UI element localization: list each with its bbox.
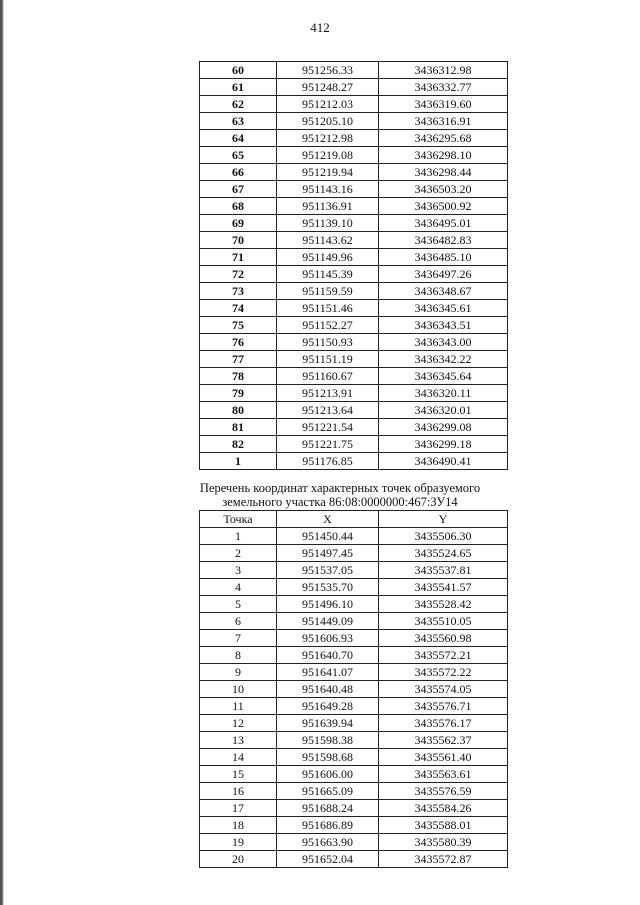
x-cell: 951139.10 (277, 215, 379, 232)
point-cell: 70 (200, 232, 277, 249)
y-cell: 3435572.87 (379, 851, 508, 868)
x-cell: 951213.91 (277, 385, 379, 402)
table-header-row (200, 511, 508, 528)
y-cell: 3436332.77 (379, 79, 508, 96)
y-cell: 3435560.98 (379, 630, 508, 647)
x-cell: 951449.09 (277, 613, 379, 630)
table-row (200, 630, 508, 647)
point-cell: 66 (200, 164, 277, 181)
x-cell: 951143.62 (277, 232, 379, 249)
y-cell: 3436345.64 (379, 368, 508, 385)
x-cell: 951219.94 (277, 164, 379, 181)
table-row (200, 453, 508, 470)
caption-line-2: земельного участка 86:08:0000000:467:ЗУ14 (222, 495, 458, 509)
table-row (200, 300, 508, 317)
point-cell: 67 (200, 181, 277, 198)
point-cell: 18 (200, 817, 277, 834)
x-cell: 951221.75 (277, 436, 379, 453)
y-cell: 3435576.71 (379, 698, 508, 715)
table-row (200, 283, 508, 300)
point-cell: 2 (200, 545, 277, 562)
point-cell: 64 (200, 130, 277, 147)
x-cell: 951649.28 (277, 698, 379, 715)
x-cell: 951688.24 (277, 800, 379, 817)
table-row (200, 715, 508, 732)
y-cell: 3436503.20 (379, 181, 508, 198)
point-cell: 68 (200, 198, 277, 215)
table-row (200, 436, 508, 453)
table-row (200, 181, 508, 198)
table-row (200, 130, 508, 147)
coordinates-table-zu14 (199, 510, 508, 868)
point-cell: 73 (200, 283, 277, 300)
table-row (200, 79, 508, 96)
point-cell: 60 (200, 62, 277, 79)
y-cell: 3435572.22 (379, 664, 508, 681)
x-cell: 951151.46 (277, 300, 379, 317)
point-cell: 65 (200, 147, 277, 164)
scan-edge-line (0, 0, 4, 905)
point-cell: 5 (200, 596, 277, 613)
x-cell: 951256.33 (277, 62, 379, 79)
x-cell: 951145.39 (277, 266, 379, 283)
x-cell: 951639.94 (277, 715, 379, 732)
x-cell: 951221.54 (277, 419, 379, 436)
point-cell: 74 (200, 300, 277, 317)
y-cell: 3435580.39 (379, 834, 508, 851)
page-number: 412 (310, 20, 330, 35)
point-cell: 20 (200, 851, 277, 868)
x-cell: 951450.44 (277, 528, 379, 545)
y-cell: 3436298.10 (379, 147, 508, 164)
point-cell: 81 (200, 419, 277, 436)
x-cell: 951496.10 (277, 596, 379, 613)
x-cell: 951652.04 (277, 851, 379, 868)
table-row (200, 613, 508, 630)
point-cell: 69 (200, 215, 277, 232)
x-cell: 951248.27 (277, 79, 379, 96)
y-cell: 3436500.92 (379, 198, 508, 215)
y-cell: 3436320.11 (379, 385, 508, 402)
point-cell: 76 (200, 334, 277, 351)
x-cell: 951537.05 (277, 562, 379, 579)
point-cell: 80 (200, 402, 277, 419)
y-cell: 3436299.18 (379, 436, 508, 453)
table-row (200, 834, 508, 851)
x-cell: 951151.19 (277, 351, 379, 368)
table-row (200, 266, 508, 283)
table-row (200, 317, 508, 334)
point-cell: 61 (200, 79, 277, 96)
point-cell: 19 (200, 834, 277, 851)
table-row (200, 749, 508, 766)
x-cell: 951641.07 (277, 664, 379, 681)
x-cell: 951606.93 (277, 630, 379, 647)
x-cell: 951686.89 (277, 817, 379, 834)
x-cell: 951143.16 (277, 181, 379, 198)
y-cell: 3436343.00 (379, 334, 508, 351)
y-cell: 3436320.01 (379, 402, 508, 419)
point-cell: 8 (200, 647, 277, 664)
x-cell: 951176.85 (277, 453, 379, 470)
y-cell: 3436298.44 (379, 164, 508, 181)
point-cell: 12 (200, 715, 277, 732)
y-cell: 3436485.10 (379, 249, 508, 266)
header-x: X (277, 511, 379, 528)
y-cell: 3435537.81 (379, 562, 508, 579)
point-cell: 1 (200, 453, 277, 470)
point-cell: 10 (200, 681, 277, 698)
table-row (200, 215, 508, 232)
table-row (200, 800, 508, 817)
table-row (200, 113, 508, 130)
point-cell: 11 (200, 698, 277, 715)
caption-line-1: Перечень координат характерных точек образуемого (199, 481, 481, 495)
x-cell: 951598.38 (277, 732, 379, 749)
table-row (200, 334, 508, 351)
x-cell: 951212.03 (277, 96, 379, 113)
point-cell: 78 (200, 368, 277, 385)
point-cell: 7 (200, 630, 277, 647)
y-cell: 3435576.59 (379, 783, 508, 800)
y-cell: 3435541.57 (379, 579, 508, 596)
x-cell: 951665.09 (277, 783, 379, 800)
x-cell: 951663.90 (277, 834, 379, 851)
y-cell: 3435584.26 (379, 800, 508, 817)
table-row (200, 783, 508, 800)
table-row (200, 96, 508, 113)
y-cell: 3436312.98 (379, 62, 508, 79)
y-cell: 3435510.05 (379, 613, 508, 630)
x-cell: 951606.00 (277, 766, 379, 783)
x-cell: 951212.98 (277, 130, 379, 147)
y-cell: 3436348.67 (379, 283, 508, 300)
x-cell: 951219.08 (277, 147, 379, 164)
x-cell: 951136.91 (277, 198, 379, 215)
table-row (200, 766, 508, 783)
x-cell: 951640.70 (277, 647, 379, 664)
table-row (200, 249, 508, 266)
x-cell: 951497.45 (277, 545, 379, 562)
y-cell: 3435528.42 (379, 596, 508, 613)
y-cell: 3435524.65 (379, 545, 508, 562)
x-cell: 951535.70 (277, 579, 379, 596)
table-row (200, 232, 508, 249)
point-cell: 62 (200, 96, 277, 113)
y-cell: 3436490.41 (379, 453, 508, 470)
coordinates-table-continued (199, 61, 508, 470)
point-cell: 72 (200, 266, 277, 283)
point-cell: 3 (200, 562, 277, 579)
table-row (200, 368, 508, 385)
point-cell: 63 (200, 113, 277, 130)
x-cell: 951598.68 (277, 749, 379, 766)
y-cell: 3436343.51 (379, 317, 508, 334)
y-cell: 3436497.26 (379, 266, 508, 283)
table-row (200, 681, 508, 698)
point-cell: 4 (200, 579, 277, 596)
point-cell: 6 (200, 613, 277, 630)
y-cell: 3436319.60 (379, 96, 508, 113)
y-cell: 3435562.37 (379, 732, 508, 749)
point-cell: 15 (200, 766, 277, 783)
table-caption (175, 481, 505, 509)
table-row (200, 851, 508, 868)
x-cell: 951160.67 (277, 368, 379, 385)
point-cell: 14 (200, 749, 277, 766)
table-row (200, 664, 508, 681)
point-cell: 82 (200, 436, 277, 453)
x-cell: 951149.96 (277, 249, 379, 266)
y-cell: 3435506.30 (379, 528, 508, 545)
table-row (200, 579, 508, 596)
table-row (200, 562, 508, 579)
table-row (200, 351, 508, 368)
point-cell: 77 (200, 351, 277, 368)
y-cell: 3435563.61 (379, 766, 508, 783)
table-row (200, 817, 508, 834)
header-y: Y (379, 511, 508, 528)
table-row (200, 596, 508, 613)
x-cell: 951152.27 (277, 317, 379, 334)
table-row (200, 419, 508, 436)
table-row (200, 385, 508, 402)
y-cell: 3435574.05 (379, 681, 508, 698)
table-row (200, 528, 508, 545)
x-cell: 951205.10 (277, 113, 379, 130)
point-cell: 16 (200, 783, 277, 800)
x-cell: 951640.48 (277, 681, 379, 698)
point-cell: 13 (200, 732, 277, 749)
y-cell: 3436299.08 (379, 419, 508, 436)
x-cell: 951213.64 (277, 402, 379, 419)
table-row (200, 147, 508, 164)
y-cell: 3436295.68 (379, 130, 508, 147)
y-cell: 3436342.22 (379, 351, 508, 368)
point-cell: 1 (200, 528, 277, 545)
table-row (200, 164, 508, 181)
point-cell: 9 (200, 664, 277, 681)
y-cell: 3435576.17 (379, 715, 508, 732)
header-point: Точка (200, 511, 277, 528)
point-cell: 79 (200, 385, 277, 402)
y-cell: 3436495.01 (379, 215, 508, 232)
table-row (200, 62, 508, 79)
y-cell: 3435572.21 (379, 647, 508, 664)
table-row (200, 698, 508, 715)
point-cell: 71 (200, 249, 277, 266)
x-cell: 951150.93 (277, 334, 379, 351)
table-row (200, 732, 508, 749)
y-cell: 3436345.61 (379, 300, 508, 317)
table-row (200, 198, 508, 215)
table-row (200, 647, 508, 664)
y-cell: 3436482.83 (379, 232, 508, 249)
table-row (200, 545, 508, 562)
table-row (200, 402, 508, 419)
y-cell: 3435588.01 (379, 817, 508, 834)
x-cell: 951159.59 (277, 283, 379, 300)
y-cell: 3435561.40 (379, 749, 508, 766)
y-cell: 3436316.91 (379, 113, 508, 130)
point-cell: 75 (200, 317, 277, 334)
point-cell: 17 (200, 800, 277, 817)
